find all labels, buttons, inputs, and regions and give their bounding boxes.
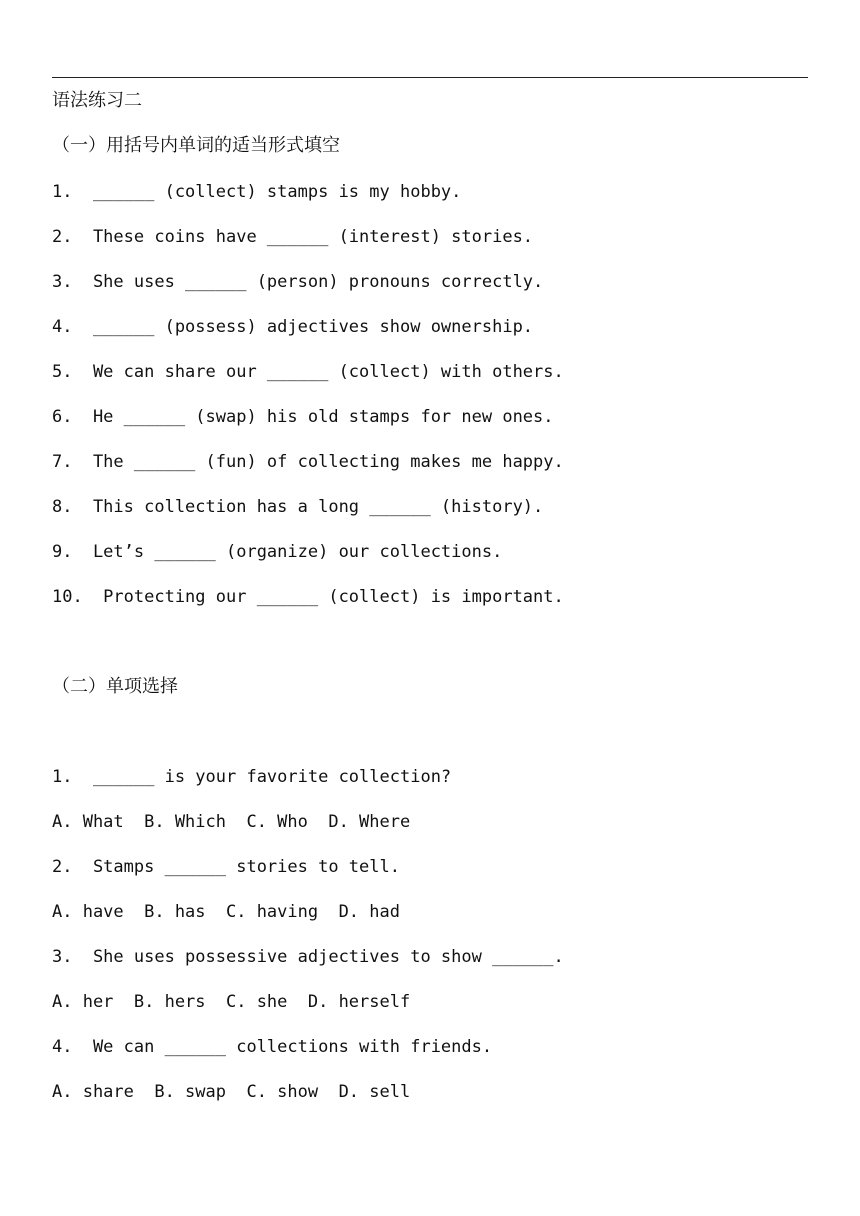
choice-options-2: A. have B. has C. having D. had	[52, 902, 400, 922]
fill-item-7: 7. The ______ (fun) of collecting makes me happy.	[52, 452, 564, 472]
document-title: 语法练习二	[52, 90, 142, 111]
fill-item-2: 2. These coins have ______ (interest) stories.	[52, 227, 534, 247]
section-2-heading: （二）单项选择	[52, 676, 178, 697]
choice-options-1: A. What B. Which C. Who D. Where	[52, 812, 411, 832]
fill-item-10: 10. Protecting our ______ (collect) is important.	[52, 587, 564, 607]
fill-item-9: 9. Let’s ______ (organize) our collections.	[52, 542, 503, 562]
choice-question-4: 4. We can ______ collections with friends.	[52, 1037, 493, 1057]
choice-question-1: 1. ______ is your favorite collection?	[52, 767, 452, 787]
fill-item-5: 5. We can share our ______ (collect) with others.	[52, 362, 564, 382]
choice-options-3: A. her B. hers C. she D. herself	[52, 992, 411, 1012]
fill-item-4: 4. ______ (possess) adjectives show ownership.	[52, 317, 534, 337]
section-1-heading: （一）用括号内单词的适当形式填空	[52, 135, 340, 156]
fill-item-1: 1. ______ (collect) stamps is my hobby.	[52, 182, 462, 202]
header-rule	[52, 77, 808, 78]
fill-item-8: 8. This collection has a long ______ (history).	[52, 497, 544, 517]
choice-question-2: 2. Stamps ______ stories to tell.	[52, 857, 400, 877]
choice-question-3: 3. She uses possessive adjectives to show ______.	[52, 947, 564, 967]
fill-item-3: 3. She uses ______ (person) pronouns correctly.	[52, 272, 544, 292]
fill-item-6: 6. He ______ (swap) his old stamps for new ones.	[52, 407, 554, 427]
choice-options-4: A. share B. swap C. show D. sell	[52, 1082, 411, 1102]
